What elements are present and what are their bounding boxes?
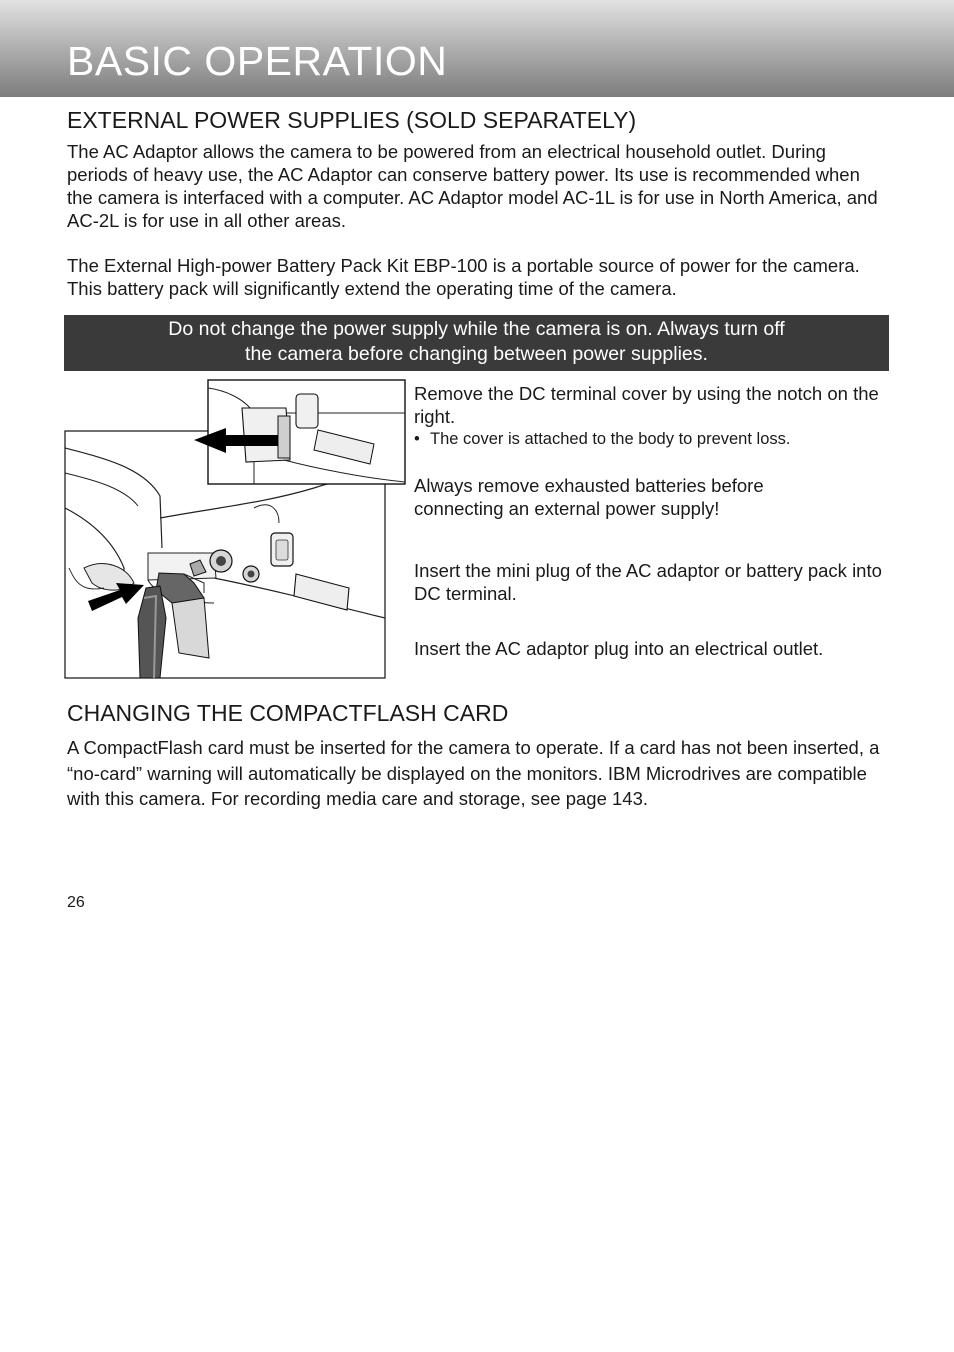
external-power-paragraph-2: The External High-power Battery Pack Kit EBP-100 is a portable source of power for the camera. This battery pack will significantly extend the operating time of the camera.	[67, 255, 860, 299]
step-insert-mini-plug: Insert the mini plug of the AC adaptor or battery pack into DC terminal.	[414, 560, 882, 604]
external-power-heading: EXTERNAL POWER SUPPLIES (SOLD SEPARATELY)	[67, 107, 637, 133]
cover-note	[414, 429, 889, 449]
warning-line-2: the camera before changing between power supplies.	[245, 343, 708, 365]
cover-note-text: The cover is attached to the body to prevent loss.	[430, 430, 791, 448]
external-power-paragraph-1: The AC Adaptor allows the camera to be powered from an electrical household outlet. During periods of heavy use, the AC Adaptor can conserve battery power. Its use is recommended when the camera is interfaced with a computer. AC Adaptor model AC-1L is for use in North America, and AC-2L is for use in all other areas.	[67, 141, 878, 231]
compactflash-heading: CHANGING THE COMPACTFLASH CARD	[67, 700, 509, 726]
camera-dc-terminal-illustration	[64, 378, 408, 680]
compactflash-paragraph: A CompactFlash card must be inserted for the camera to operate. If a card has not been inserted, a “no-card” warning will automatically be displayed on the monitors. IBM Microdrives are compatible with this camera. For recording media care and storage, see page 143.	[67, 737, 880, 809]
bullet-icon: •	[414, 430, 420, 448]
step-remove-batteries: Always remove exhausted batteries before connecting an external power supply!	[414, 475, 764, 519]
page-title: BASIC OPERATION	[67, 38, 448, 84]
step-insert-ac-plug: Insert the AC adaptor plug into an electrical outlet.	[414, 638, 824, 659]
warning-line-1: Do not change the power supply while the camera is on. Always turn off	[168, 318, 785, 340]
page-number: 26	[67, 894, 85, 911]
step-remove-cover: Remove the DC terminal cover by using the notch on the right.	[414, 383, 879, 427]
warning-box	[64, 315, 889, 371]
